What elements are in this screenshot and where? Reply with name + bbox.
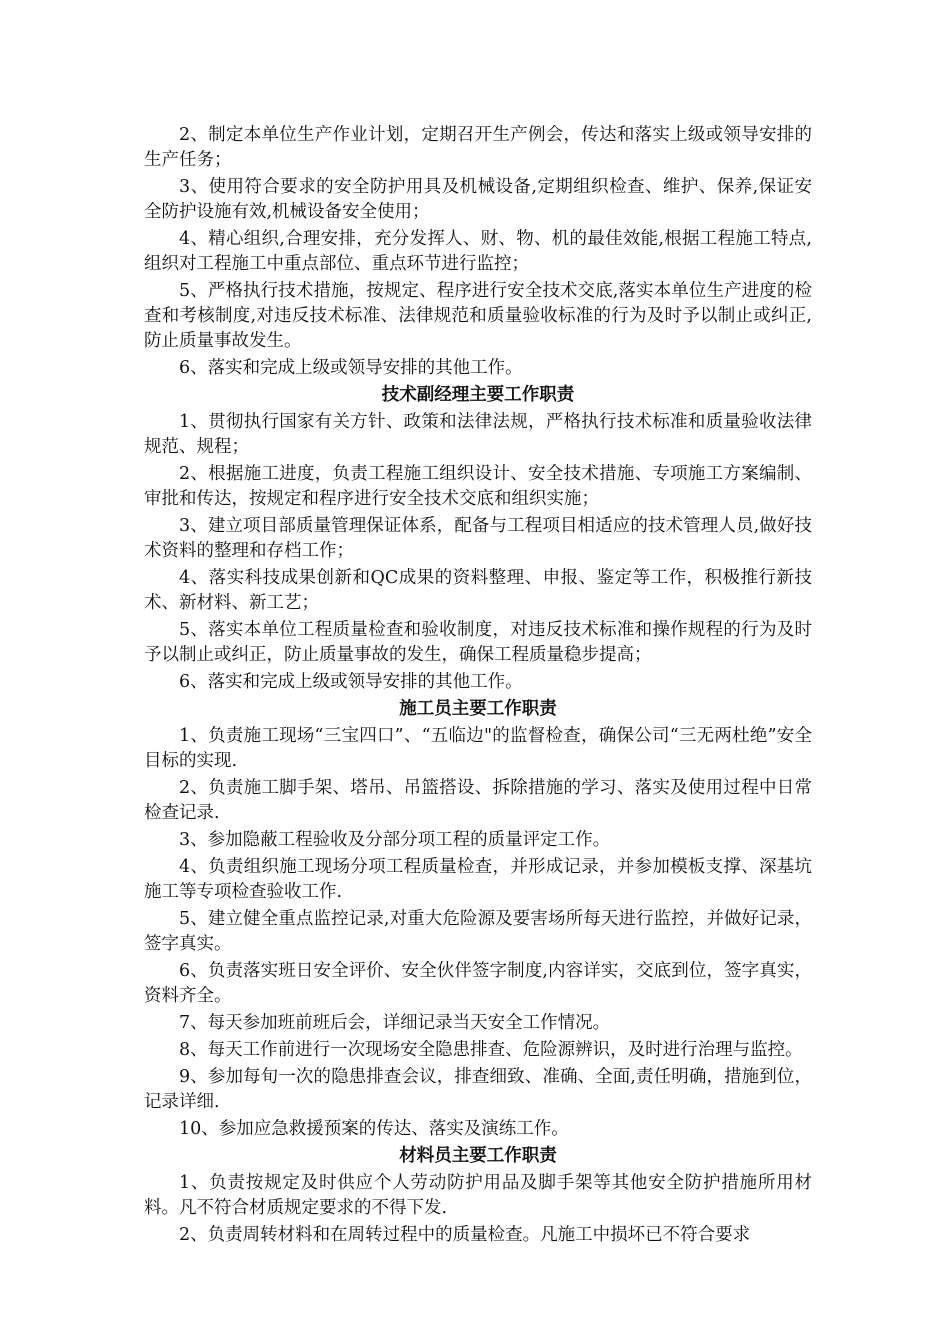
document-body (144, 123, 812, 1250)
duty-item: 7、每天参加班前班后会，详细记录当天安全工作情况。 (179, 1013, 611, 1033)
duty-item: 1、负责施工现场“三宝四口”、“五临边"的监督检查，确保公司“三无两杜绝”安全目标的实现. (144, 726, 812, 771)
duty-item: 3、建立项目部质量管理保证体系，配备与工程项目相适应的技术管理人员,做好技术资料的整理和存档工作； (144, 516, 812, 561)
section-heading-construction-worker: 施工员主要工作职责 (399, 699, 557, 719)
duty-item: 1、贯彻执行国家有关方针、政策和法律法规，严格执行技术标准和质量验收法律规范、规程； (144, 412, 812, 457)
duty-item: 8、每天工作前进行一次现场安全隐患排查、危险源辨识，及时进行治理与监控。 (179, 1040, 803, 1060)
duty-item: 6、落实和完成上级或领导安排的其他工作。 (179, 672, 523, 692)
duty-item: 1、负责按规定及时供应个人劳动防护用品及脚手架等其他安全防护措施所用材料。凡不符合材质规定要求的不得下发. (144, 1173, 812, 1218)
duty-item: 2、制定本单位生产作业计划，定期召开生产例会，传达和落实上级或领导安排的生产任务； (144, 125, 812, 170)
duty-item: 2、负责周转材料和在周转过程中的质量检查。凡施工中损坏已不符合要求 (179, 1225, 751, 1245)
duty-item: 4、精心组织,合理安排，充分发挥人、财、物、机的最佳效能,根据工程施工特点,组织对工程施工中重点部位、重点环节进行监控； (144, 229, 812, 274)
section-heading-technical-deputy-manager: 技术副经理主要工作职责 (381, 385, 575, 405)
duty-item: 9、参加每旬一次的隐患排查会议，排查细致、准确、全面,责任明确，措施到位，记录详细. (144, 1067, 812, 1112)
duty-item: 2、负责施工脚手架、塔吊、吊篮搭设、拆除措施的学习、落实及使用过程中日常检查记录. (144, 778, 812, 823)
duty-item: 2、根据施工进度，负责工程施工组织设计、安全技术措施、专项施工方案编制、审批和传达，按规定和程序进行安全技术交底和组织实施； (144, 464, 812, 509)
duty-item: 6、落实和完成上级或领导安排的其他工作。 (179, 358, 523, 378)
duty-item: 4、落实科技成果创新和QC成果的资料整理、申报、鉴定等工作，积极推行新技术、新材料、新工艺； (144, 568, 812, 613)
duty-item: 10、参加应急救援预案的传达、落实及演练工作。 (179, 1119, 569, 1139)
duty-item: 5、建立健全重点监控记录,对重大危险源及要害场所每天进行监控，并做好记录，签字真实。 (144, 909, 812, 954)
duty-item: 3、使用符合要求的安全防护用具及机械设备,定期组织检查、维护、保养,保证安全防护设施有效,机械设备安全使用； (144, 177, 812, 222)
duty-item: 4、负责组织施工现场分项工程质量检查，并形成记录，并参加模板支撑、深基坑施工等专项检查验收工作. (144, 857, 812, 902)
duty-item: 6、负责落实班日安全评价、安全伙伴签字制度,内容详实，交底到位，签字真实，资料齐全。 (144, 961, 812, 1006)
duty-item: 5、严格执行技术措施，按规定、程序进行安全技术交底,落实本单位生产进度的检查和考核制度,对违反技术标准、法律规范和质量验收标准的行为及时予以制止或纠正,防止质量事故发生。 (144, 281, 812, 351)
section-heading-materials-clerk: 材料员主要工作职责 (399, 1146, 557, 1166)
duty-item: 3、参加隐蔽工程验收及分部分项工程的质量评定工作。 (179, 830, 611, 850)
duty-item: 5、落实本单位工程质量检查和验收制度，对违反技术标准和操作规程的行为及时予以制止或纠正，防止质量事故的发生，确保工程质量稳步提高； (144, 620, 812, 665)
